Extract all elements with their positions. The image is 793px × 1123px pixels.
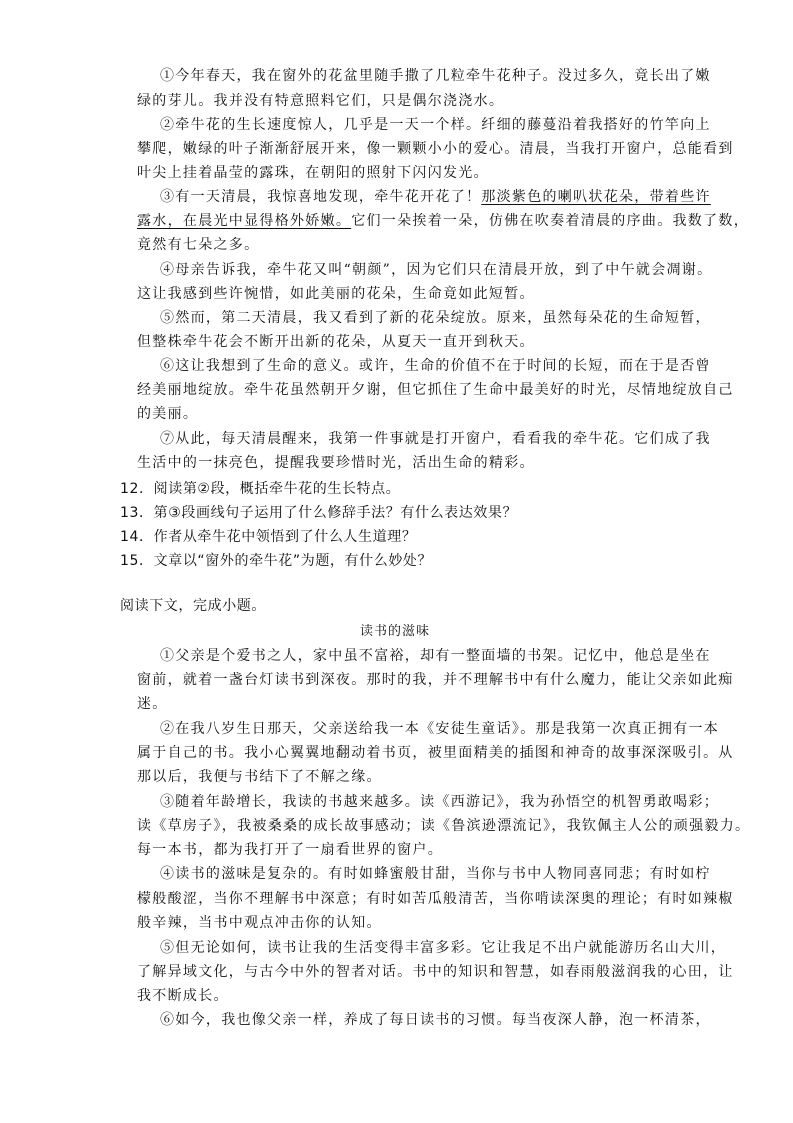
question-13: 13．第③段画线句子运用了什么修辞手法？有什么表达效果？ [120,505,518,521]
passage2-line: ①父亲是个爱书之人，家中虽不富裕，却有一整面墙的书架。记忆中，他总是坐在 [160,648,711,664]
passage2-line: 檬般酸涩，当你不理解书中深意；有时如苦瓜般清苦，当你啃读深奥的理论；有时如辣椒 [137,891,734,907]
passage1-line: 攀爬，嫩绿的叶子渐渐舒展开来，像一颗颗小小的爱心。清晨，当我打开窗户，总能看到 [137,141,734,157]
passage2-line: 般辛辣，当书中观点冲击你的认知。 [137,915,382,931]
passage2-line: 了解异域文化，与古今中外的智者对话。书中的知识和智慧，如春雨般滋润我的心田，让 [137,964,734,980]
passage1-line: 绿的芽儿。我并没有特意照料它们，只是偶尔浇浇水。 [137,93,505,109]
question-15: 15．文章以“窗外的牵牛花”为题，有什么妙处？ [120,553,433,569]
question-14: 14．作者从牵牛花中领悟到了什么人生道理？ [120,529,417,545]
passage2-line: 我不断成长。 [137,988,229,1004]
passage2-line: 迷。 [137,696,168,712]
passage1-line: ④母亲告诉我，牵牛花又叫“朝颜”，因为它们只在清晨开放，到了中午就会凋谢。 [160,262,713,278]
passage1-line: ①今年春天，我在窗外的花盆里随手撒了几粒牵牛花种子。没过多久，竟长出了嫩 [160,68,711,84]
passage2-line: 属于自己的书。我小心翼翼地翻动着书页，被里面精美的插图和神奇的故事深深吸引。从 [137,745,734,761]
passage1-line: 但整株牵牛花会不断开出新的花朵，从夏天一直开到秋天。 [137,334,535,350]
passage2-line: ⑥如今，我也像父亲一样，养成了每日读书的习惯。每当夜深人静，泡一杯清茶， [160,1012,711,1028]
passage1-paragraph3-line1 [160,189,711,205]
passage1-line: 竟然有七朵之多。 [137,237,260,253]
underlined-sentence: 那淡紫色的喇叭状花朵，带着些许 [481,189,711,205]
passage2-line: ④读书的滋味是复杂的。有时如蜂蜜般甘甜，当你与书中人物同喜同悲；有时如柠 [160,866,711,882]
passage2-line: ③随着年龄增长，我读的书越来越多。读《西游记》，我为孙悟空的机智勇敢喝彩； [160,794,720,810]
passage2-line: 窗前，就着一盏台灯读书到深夜。那时的我，并不理解书中有什么魔力，能让父亲如此痴 [137,672,734,688]
passage1-line: 的美丽。 [137,406,199,422]
passage1-line: ②牵牛花的生长速度惊人，几乎是一天一个样。纤细的藤蔓沿着我搭好的竹竿向上 [160,117,711,133]
passage1-paragraph3-line2 [137,213,749,229]
passage2-line: ②在我八岁生日那天，父亲送给我一本《安徒生童话》。那是我第一次真正拥有一本 [160,721,720,737]
passage1-line: ⑦从此，每天清晨醒来，我第一件事就是打开窗户，看看我的牵牛花。它们成了我 [160,431,711,447]
passage2-line: ⑤但无论如何，读书让我的生活变得丰富多彩。它让我足不出户就能游历名山大川， [160,940,727,956]
passage2-line: 那以后，我便与书结下了不解之缘。 [137,769,382,785]
passage1-line: 经美丽地绽放。牵牛花虽然朝开夕谢，但它抓住了生命中最美好的时光，尽情地绽放自己 [137,382,734,398]
passage2-title: 读书的滋味 [360,624,431,639]
question-12: 12．阅读第②段，概括牵牛花的生长特点。 [120,481,401,497]
passage1-line: 这让我感到些许惋惜，如此美丽的花朵，生命竟如此短暂。 [137,286,535,302]
reading-instruction: 阅读下文，完成小题。 [120,598,266,614]
passage2-line: 每一本书，都为我打开了一扇看世界的窗户。 [137,842,443,858]
plain-text: ③有一天清晨，我惊喜地发现，牵牛花开花了！ [160,189,482,205]
passage1-line: ⑤然而，第二天清晨，我又看到了新的花朵绽放。原来，虽然每朵花的生命短暂， [160,310,711,326]
passage1-line: ⑥这让我想到了生命的意义。或许，生命的价值不在于时间的长短，而在于是否曾 [160,358,711,374]
plain-text: 它们一朵挨着一朵，仿佛在吹奏着清晨的序曲。我数了数， [351,213,750,229]
underlined-sentence: 露水，在晨光中显得格外娇嫩。 [137,213,352,229]
passage1-line: 生活中的一抹亮色，提醒我要珍惜时光，活出生命的精彩。 [137,455,535,471]
passage2-line: 读《草房子》，我被桑桑的成长故事感动；读《鲁滨逊漂流记》，我钦佩主人公的顽强毅力。 [137,818,751,834]
passage1-line: 叶尖上挂着晶莹的露珠，在朝阳的照射下闪闪发光。 [137,165,489,181]
